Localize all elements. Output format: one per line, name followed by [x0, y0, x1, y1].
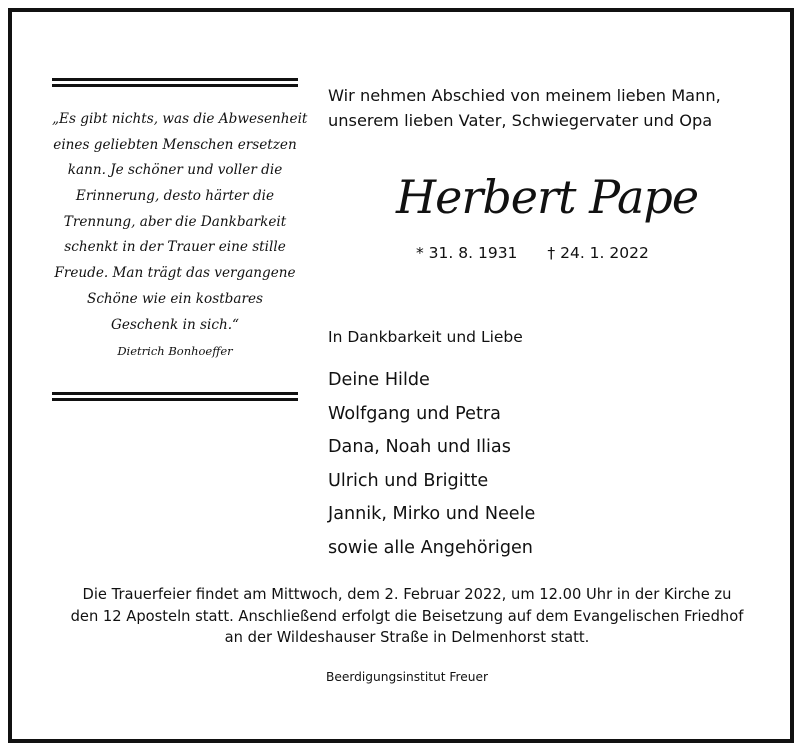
quote-line: Freude. Man trägt das vergangene	[54, 265, 296, 282]
service-info	[36, 584, 778, 649]
intro-line-2: unserem lieben Vater, Schwiegervater und Opa	[328, 111, 713, 130]
family-member: Ulrich und Brigitte	[328, 470, 489, 491]
obituary-frame	[8, 8, 794, 743]
quote-author: Dietrich Bonhoeffer	[117, 344, 233, 359]
family-member: Dana, Noah und Ilias	[328, 437, 511, 457]
quote-line: Trennung, aber die Dankbarkeit	[63, 213, 287, 230]
family-member: Jannik, Mirko und Neele	[328, 504, 536, 524]
thanks-line: In Dankbarkeit und Liebe	[328, 328, 523, 346]
family-member: Deine Hilde	[328, 370, 430, 390]
quote-top-rule	[52, 78, 298, 86]
quote-line: eines geliebten Menschen ersetzen	[53, 136, 297, 153]
birth-date: * 31. 8. 1931	[416, 244, 518, 262]
deceased-name: Herbert Pape	[396, 170, 699, 224]
death-date: † 24. 1. 2022	[547, 244, 649, 262]
quote-line: schenkt in der Trauer eine stille	[64, 239, 286, 256]
quote-bottom-rule	[52, 392, 298, 400]
quote-line: Schöne wie ein kostbares	[87, 290, 263, 307]
quote-line: Erinnerung, desto härter die	[75, 188, 275, 205]
quote-line: Geschenk in sich.“	[111, 316, 239, 333]
service-line-1: Die Trauerfeier findet am Mittwoch, dem 2. Februar 2022, um 12.00 Uhr in der Kirche zu	[82, 586, 732, 603]
life-dates	[416, 244, 649, 262]
intro-line-1: Wir nehmen Abschied von meinem lieben Mann,	[328, 86, 721, 105]
funeral-home: Beerdigungsinstitut Freuer	[326, 670, 488, 684]
family-member: Wolfgang und Petra	[328, 403, 501, 424]
quote-text	[52, 107, 308, 338]
quote-line: „Es gibt nichts, was die Abwesenheit	[52, 111, 308, 127]
service-line-2: den 12 Aposteln statt. Anschließend erfolgt die Beisetzung auf dem Evangelischen Friedhof	[70, 607, 744, 625]
family-list	[328, 364, 535, 565]
intro-text	[328, 83, 721, 133]
quote-line: kann. Je schöner und voller die	[67, 162, 283, 179]
service-line-3: an der Wildeshauser Straße in Delmenhorst statt.	[224, 629, 590, 646]
quote-box	[52, 78, 308, 359]
family-member: sowie alle Angehörigen	[328, 537, 533, 558]
